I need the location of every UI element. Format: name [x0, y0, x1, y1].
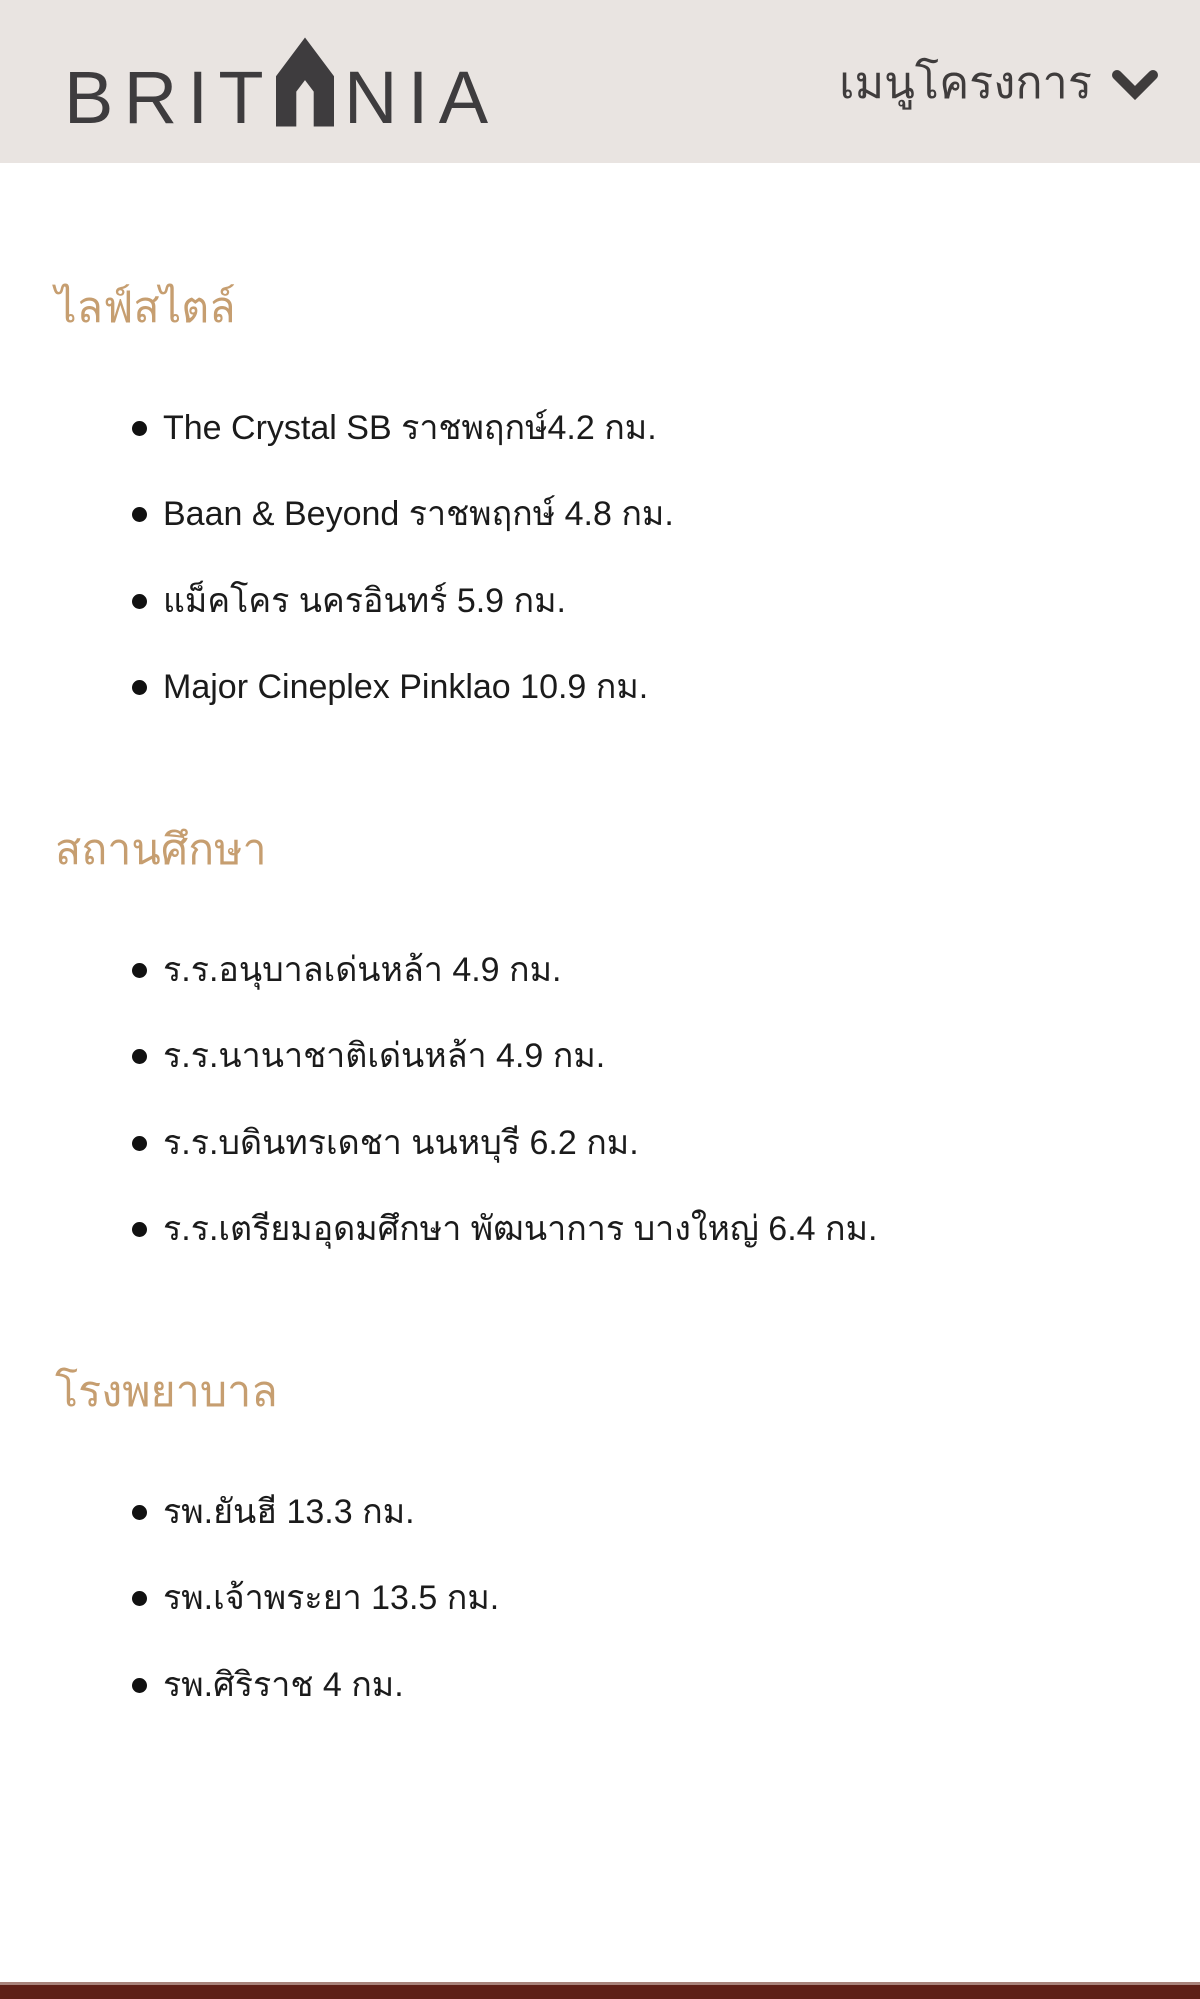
- nearby-places-content: [0, 281, 1200, 1750]
- list-item: Baan & Beyond ราชพฤกษ์ 4.8 กม.: [132, 493, 1160, 536]
- list-item: ร.ร.เตรียมอุดมศึกษา พัฒนาการ บางใหญ่ 6.4 กม.: [132, 1208, 1160, 1251]
- hospital-list: [0, 1491, 1160, 1751]
- chevron-down-icon: [1112, 64, 1158, 100]
- footer-accent-bar: [0, 1982, 1200, 1999]
- education-list: [0, 949, 1160, 1295]
- section-title-education: สถานศึกษา: [55, 825, 267, 874]
- britania-logo[interactable]: [64, 37, 499, 139]
- list-item: รพ.เจ้าพระยา 13.5 กม.: [132, 1577, 1160, 1620]
- lifestyle-list: [0, 407, 1160, 753]
- list-item: ร.ร.บดินทรเดชา นนหบุรี 6.2 กม.: [132, 1122, 1160, 1165]
- house-icon: [274, 37, 344, 127]
- section-title-lifestyle: ไลฟ์สไตล์: [55, 284, 236, 332]
- list-item: ร.ร.นานาชาติเด่นหล้า 4.9 กม.: [132, 1035, 1160, 1078]
- list-item: แม็คโคร นครอินทร์ 5.9 กม.: [132, 580, 1160, 623]
- project-menu-label: เมนูโครงการ: [839, 56, 1092, 108]
- list-item: รพ.ยันฮี 13.3 กม.: [132, 1491, 1160, 1534]
- list-item: Major Cineplex Pinklao 10.9 กม.: [132, 666, 1160, 709]
- project-menu-button[interactable]: [839, 46, 1158, 118]
- logo-text-brit: BRIT: [64, 55, 274, 139]
- list-item: รพ.ศิริราช 4 กม.: [132, 1664, 1160, 1707]
- list-item: ร.ร.อนุบาลเด่นหล้า 4.9 กม.: [132, 949, 1160, 992]
- logo-text-nia: NIA: [344, 55, 499, 139]
- list-item: The Crystal SB ราชพฤกษ์4.2 กม.: [132, 407, 1160, 450]
- site-header: [0, 0, 1200, 163]
- section-title-hospital: โรงพยาบาล: [55, 1367, 278, 1416]
